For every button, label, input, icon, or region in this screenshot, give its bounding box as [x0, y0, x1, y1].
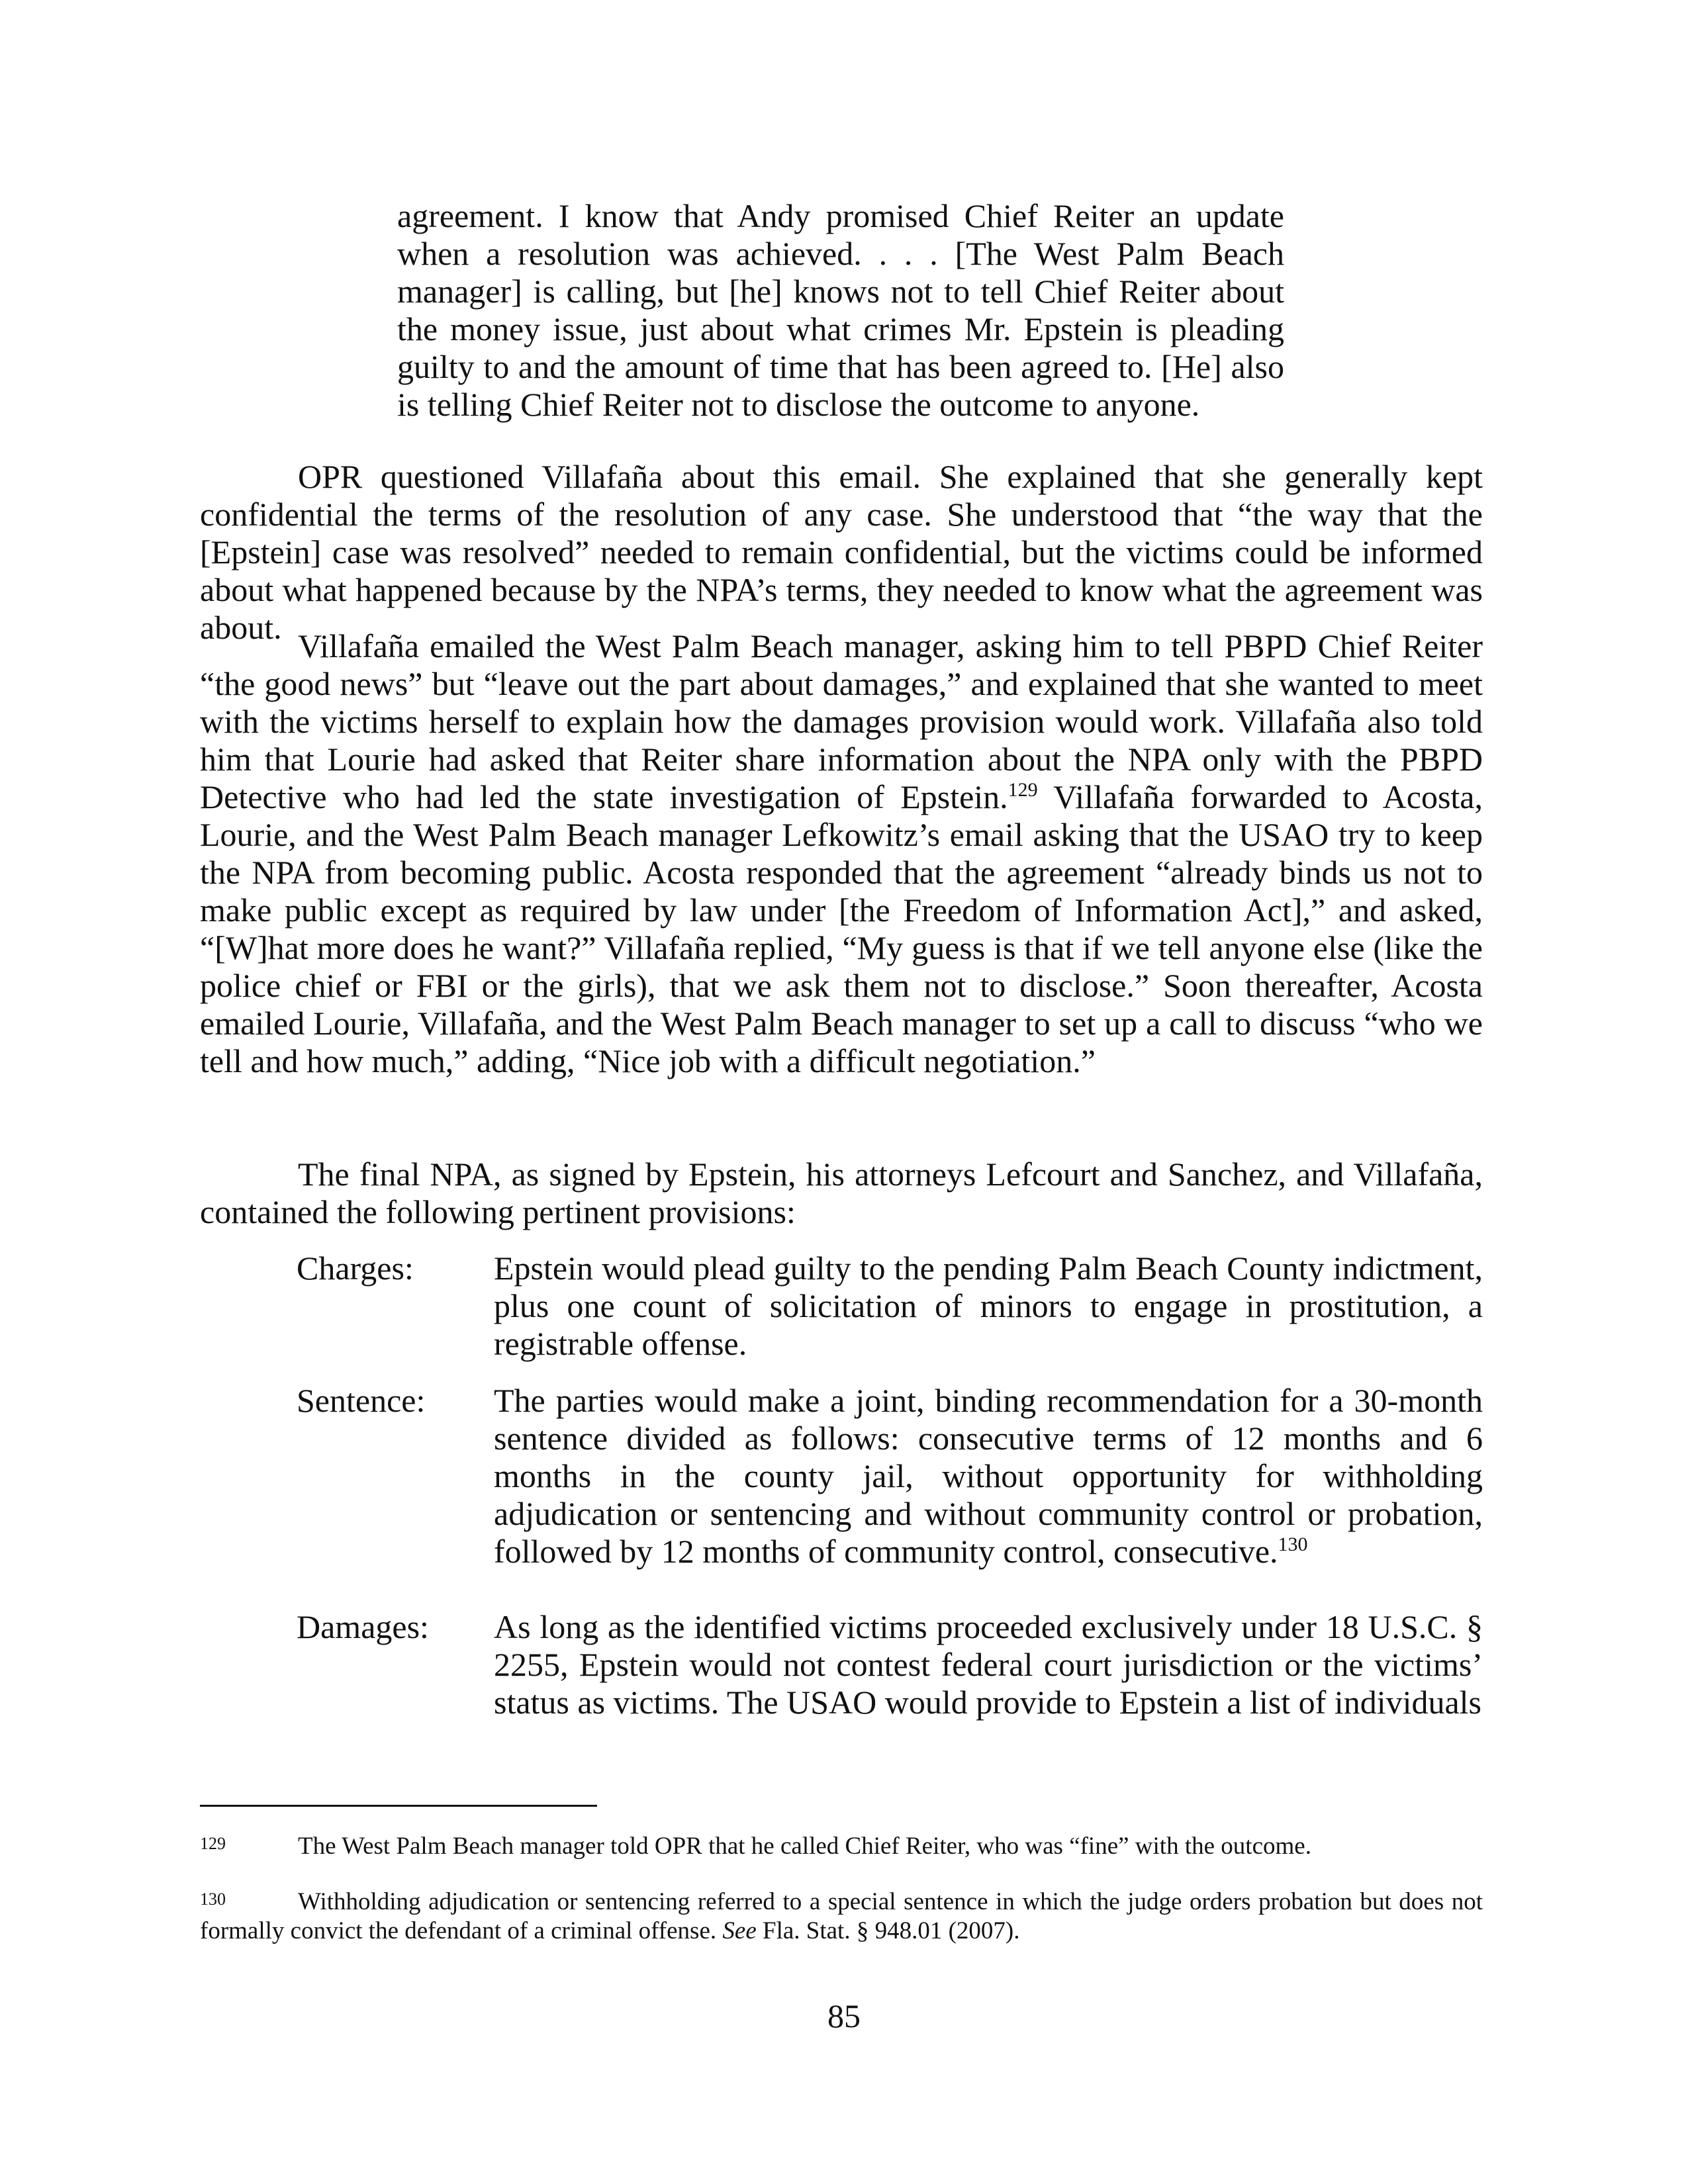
provision-label: Damages: [297, 1608, 429, 1645]
footnote-number: 130 [200, 1889, 226, 1909]
footnote-text: The West Palm Beach manager told OPR that he called Chief Reiter, who was “fine” with the outcome. [298, 1833, 1311, 1860]
paragraph-text: Villafaña emailed the West Palm Beach manager, asking him to tell PBPD Chief Reiter “the good news” but “leave out the part about damages,” and explained that she wanted to meet with the victims herself to explain how the damages provision would work. Villafaña also told him that Lourie had asked that Reiter share information about the NPA only with the PBPD Detective who had led the state investigation of Epstein. [200, 627, 1483, 815]
paragraph-final-npa: The final NPA, as signed by Epstein, his attorneys Lefcourt and Sanchez, and Villafaña, contained the following pertinent provisions: [200, 1156, 1483, 1230]
provision-text: The parties would make a joint, binding recommendation for a 30-month sentence divided as follows: consecutive terms of 12 months and 6 months in the county jail, without opportunity for withholding adjudication or sentencing and without community control or probation, followed by 12 months of community control, consecutive. [494, 1382, 1483, 1570]
provision-text-wrap [494, 1382, 1483, 1570]
footnote-text-main: Withholding adjudication or sentencing referred to a special sentence in which the judge orders probation but does not formally convict the defendant of a criminal offense. [200, 1888, 1483, 1944]
provision-text: Epstein would plead guilty to the pending Palm Beach County indictment, plus one count of solicitation of minors to engage in prostitution, a registrable offense. [494, 1250, 1483, 1362]
footnote-130 [200, 1888, 1483, 1946]
provision-text: As long as the identified victims proceeded exclusively under 18 U.S.C. § 2255, Epstein would not contest federal court jurisdiction or the victims’ status as victims. The USAO would provide to Epstein a list of individuals [494, 1608, 1483, 1721]
provision-damages [297, 1608, 1483, 1721]
footnote-citation: Fla. Stat. § 948.01 (2007). [756, 1917, 1020, 1944]
footnote-ref-130[interactable]: 130 [1278, 1533, 1308, 1555]
footnote-signal-italic: See [722, 1917, 757, 1944]
footnote-number: 129 [200, 1834, 226, 1853]
block-quote: agreement. I know that Andy promised Chief Reiter an update when a resolution was achieved. . . . [The West Palm Beach manager] is calling, but [he] knows not to tell Chief Reiter about the money issue, just about what crimes Mr. Epstein is pleading guilty to and the amount of time that has been agreed to. [He] also is telling Chief Reiter not to disclose the outcome to anyone. [397, 197, 1284, 423]
footnote-divider [200, 1805, 597, 1807]
paragraph-text-continued: Villafaña forwarded to Acosta, Lourie, and the West Palm Beach manager Lefkowitz’s email asking that the USAO try to keep the NPA from becoming public. Acosta responded that the agreement “already binds us not to make public except as required by law under [the Freedom of Information Act],” and asked, “[W]hat more does he want?” Villafaña replied, “My guess is that if we tell anyone else (like the police chief or FBI or the girls), that we ask them not to disclose.” Soon thereafter, Acosta emailed Lourie, Villafaña, and the West Palm Beach manager to set up a call to discuss “who we tell and how much,” adding, “Nice job with a difficult negotiation.” [200, 778, 1483, 1079]
provision-charges [297, 1250, 1483, 1363]
footnote-ref-129[interactable]: 129 [1008, 779, 1038, 801]
footnote-129 [200, 1832, 1483, 1861]
provision-label: Charges: [297, 1250, 414, 1287]
paragraph-opr-questioned: OPR questioned Villafaña about this email. She explained that she generally kept confidential the terms of the resolution of any case. She understood that “the way that the [Epstein] case was resolved” needed to remain confidential, but the victims could be informed about what happened because by the NPA’s terms, they needed to know what the agreement was about. [200, 458, 1483, 646]
footnote-text [200, 1888, 1483, 1946]
provision-sentence [297, 1382, 1483, 1570]
paragraph-villafana-emailed [200, 627, 1483, 1080]
page-number: 85 [827, 1997, 861, 2034]
provision-label: Sentence: [297, 1382, 426, 1419]
